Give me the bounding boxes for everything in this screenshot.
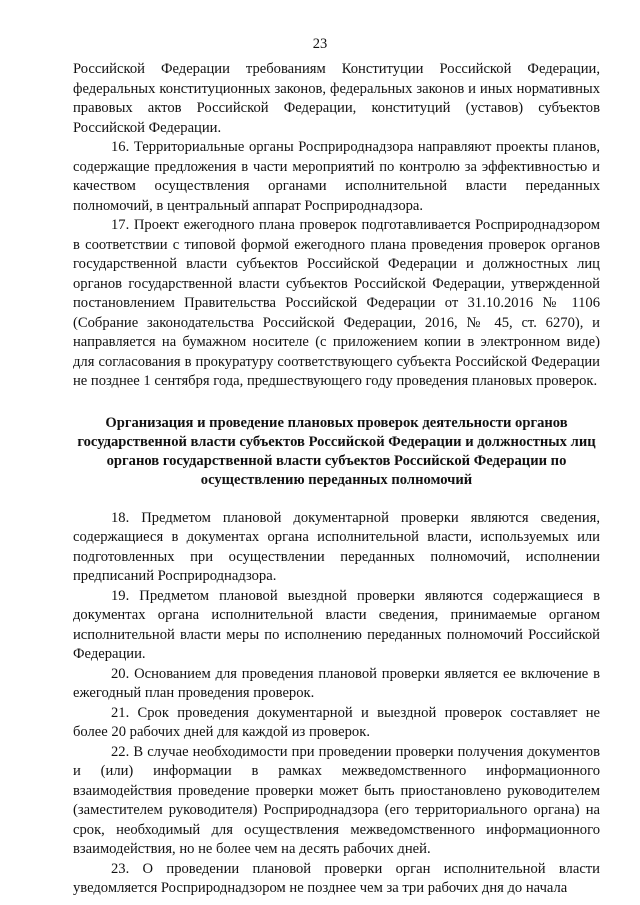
paragraph: 19. Предметом плановой выездной проверки являются содержащиеся в документах органа исполнительной власти сведения, принимаемые органом исполнительной власти меры по исполнению переданных полномочий Российской Федерации.	[73, 587, 600, 662]
paragraph: 21. Срок проведения документарной и выездной проверок составляет не более 20 рабочих дней для каждой из проверок.	[73, 704, 600, 740]
paragraphs-after-heading	[73, 509, 600, 899]
page-number: 23	[312, 36, 328, 52]
document-body	[73, 60, 600, 899]
paragraph: 23. О проведении плановой проверки орган исполнительной власти уведомляется Росприроднадзором не позднее чем за три рабочих дня до начала	[73, 860, 600, 896]
section-heading: Организация и проведение плановых проверок деятельности органов государственной власти субъектов Российской Федерации и должностных лиц органов государственной власти субъектов Российской Федерации по осуществлению переданных полномочий	[77, 414, 596, 488]
paragraph: 17. Проект ежегодного плана проверок подготавливается Росприроднадзором в соответствии с типовой формой ежегодного плана проведения проверок органов государственной власти субъектов Российской Федерации и должностных лиц органов государственной власти субъектов Российской Федерации, утвержденной постановлением Правительства Российской Федерации от 31.10.2016 № 1106 (Собрание законодательства Российской Федерации, 2016, № 45, ст. 6270), и направляется на бумажном носителе (с приложением копии в электронном виде) для согласования в прокуратуру соответствующего субъекта Российской Федерации не позднее 1 сентября года, предшествующего году проведения плановых проверок.	[73, 217, 600, 389]
paragraphs-before-heading	[73, 60, 600, 392]
paragraph: 18. Предметом плановой документарной проверки являются сведения, содержащиеся в документах органа исполнительной власти, используемых или подготовленных при осуществлении переданных полномочий, исполнении предписаний Росприроднадзора.	[73, 509, 600, 584]
paragraph: Российской Федерации требованиям Конституции Российской Федерации, федеральных конституционных законов, федеральных законов и иных нормативных правовых актов Российской Федерации, конституций (уставов) субъектов Российской Федерации.	[73, 61, 600, 136]
paragraph: 22. В случае необходимости при проведении проверки получения документов и (или) информации в рамках межведомственного информационного взаимодействия проведение проверки может быть приостановлено руководителем (заместителем руководителя) Росприроднадзора (его территориального органа) на срок, необходимый для осуществления межведомственного информационного взаимодействия, но не более чем на десять рабочих дней.	[73, 743, 600, 857]
paragraph: 16. Территориальные органы Росприроднадзора направляют проекты планов, содержащие предложения в части мероприятий по контролю за эффективностью и качеством осуществления органами исполнительной власти переданных полномочий, в центральный аппарат Росприроднадзора.	[73, 139, 600, 214]
paragraph: 20. Основанием для проведения плановой проверки является ее включение в ежегодный план проведения проверок.	[73, 665, 600, 701]
